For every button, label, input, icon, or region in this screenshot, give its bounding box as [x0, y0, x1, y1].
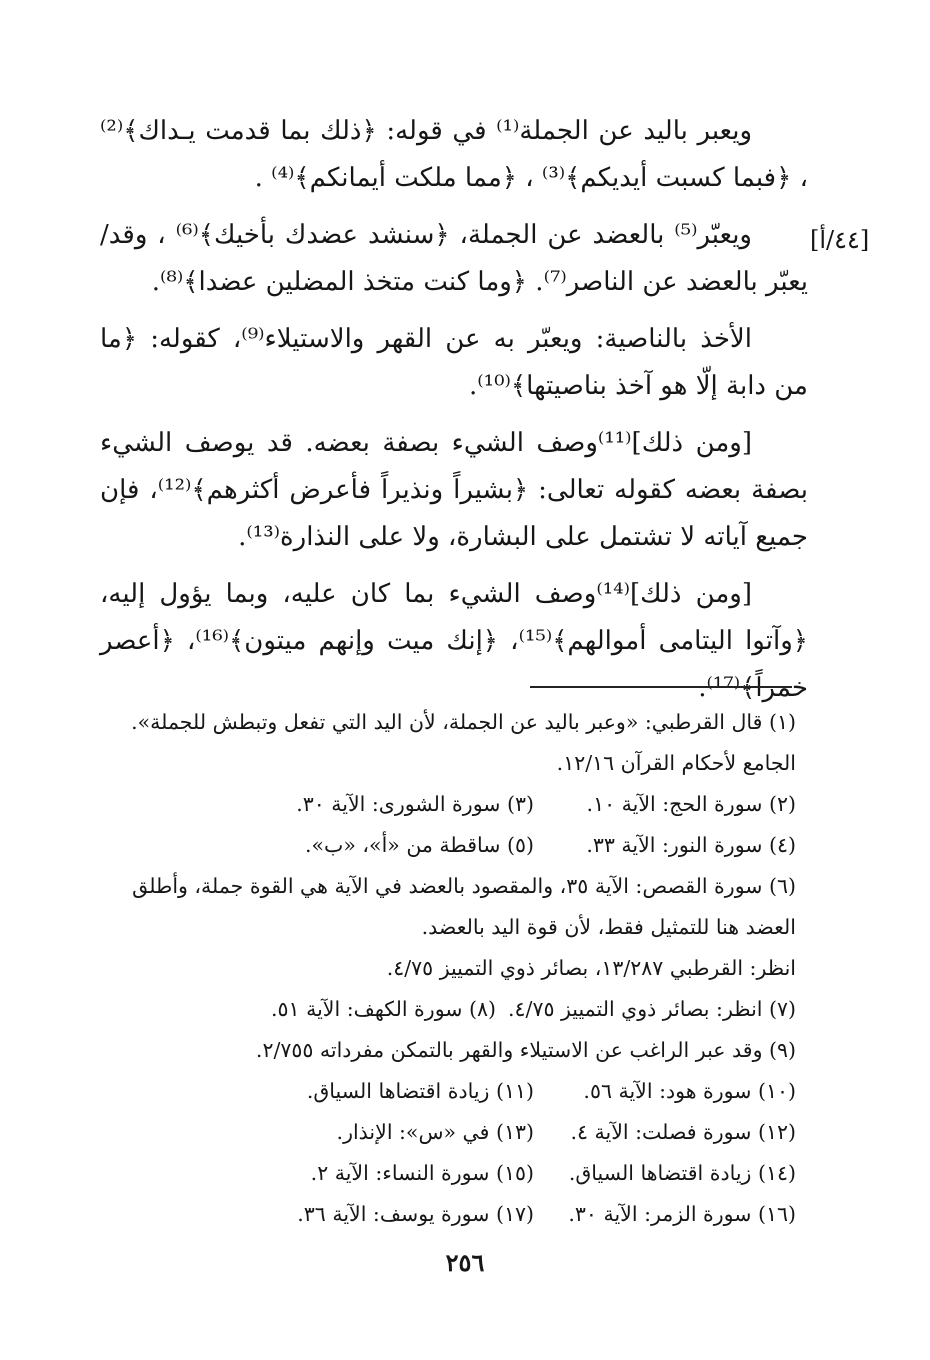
- paragraph-upper-arm: ويعبّر⁽⁵⁾ بالعضد عن الجملة، ﴿سنشد عضدك بأخيك﴾⁽⁶⁾ ، وقد/ يعبّر بالعضد عن الناصر⁽⁷⁾. ﴿وما كنت متخذ المضلين عضدا﴾⁽⁸⁾.: [100, 220, 808, 297]
- footnotes: [104, 702, 796, 1235]
- footnote-6: (٦) سورة القصص: الآية ٣٥، والمقصود بالعضد في الآية هي القوة جملة، وأطلق العضد هنا للتمثيل فقط، لأن قوة اليد بالعضد.: [132, 874, 796, 939]
- paragraph-past-future-description: [ومن ذلك]⁽¹⁴⁾وصف الشيء بما كان عليه، وبما يؤول إليه، ﴿وآتوا اليتامى أموالهم﴾⁽¹⁵⁾، ﴿إنك ميت وإنهم ميتون﴾⁽¹⁶⁾، ﴿أعصر خمراً﴾⁽¹⁷⁾.: [100, 579, 808, 703]
- footnote-12: (١٢) سورة فصلت: الآية ٤.: [570, 1120, 796, 1144]
- footnote-4: (٤) سورة النور: الآية ٣٣.: [586, 833, 796, 857]
- footnote-16: (١٦) سورة الزمر: الآية ٣٠.: [568, 1202, 796, 1226]
- footnote-3: (٣) سورة الشورى: الآية ٣٠.: [296, 792, 534, 816]
- footnote-row-7-8: [104, 989, 796, 1030]
- footnote-row-10-11: [104, 1071, 796, 1112]
- footnote-7: (٧) انظر: بصائر ذوي التمييز ٤/٧٥.: [508, 997, 796, 1021]
- footnote-17: (١٧) سورة يوسف: الآية ٣٦.: [297, 1202, 534, 1226]
- footnote-6-source: انظر: القرطبي ١٣/٢٨٧، بصائر ذوي التمييز ٤/٧٥.: [386, 956, 796, 980]
- footnote-2: (٢) سورة الحج: الآية ١٠.: [586, 792, 796, 816]
- paragraph-forelock: الأخذ بالناصية: ويعبّر به عن القهر والاستيلاء⁽⁹⁾، كقوله: ﴿ما من دابة إلّا هو آخذ بناصيتها﴾⁽¹⁰⁾.: [100, 324, 808, 401]
- footnote-11: (١١) زيادة اقتضاها السياق.: [306, 1079, 534, 1103]
- footnote-1: (١) قال القرطبي: «وعبر باليد عن الجملة، لأن اليد التي تفعل وتبطش للجملة».: [131, 710, 796, 734]
- footnote-10: (١٠) سورة هود: الآية ٥٦.: [583, 1079, 796, 1103]
- manuscript-folio-marker: [٤٤/أ]: [810, 226, 870, 254]
- footnote-5: (٥) ساقطة من «أ»، «ب».: [305, 833, 534, 857]
- footnote-14: (١٤) زيادة اقتضاها السياق.: [568, 1161, 796, 1185]
- footnote-8: (٨) سورة الكهف: الآية ٥١.: [271, 997, 496, 1021]
- paragraph-hand: ويعبر باليد عن الجملة⁽¹⁾ في قوله: ﴿ذلك بما قدمت يـداك﴾⁽²⁾ ، ﴿فبما كسبت أيديكم﴾⁽³⁾ ، ﴿مما ملكت أيمانكم﴾⁽⁴⁾ .: [100, 116, 808, 193]
- footnote-row-4-5: [104, 825, 796, 866]
- footnote-13: (١٣) في «س»: الإنذار.: [336, 1120, 534, 1144]
- page-number: ٢٥٦: [445, 1248, 485, 1277]
- footnote-row-16-17: [104, 1194, 796, 1235]
- footnote-row-12-13: [104, 1112, 796, 1153]
- footnote-1-source: الجامع لأحكام القرآن ١٢/١٦.: [556, 751, 796, 775]
- footnote-separator: [530, 686, 792, 688]
- footnote-row-2-3: [104, 784, 796, 825]
- footnote-9: (٩) وقد عبر الراغب عن الاستيلاء والقهر بالتمكن مفرداته ٢/٧٥٥.: [255, 1038, 796, 1062]
- footnote-15: (١٥) سورة النساء: الآية ٢.: [310, 1161, 534, 1185]
- paragraph-part-description: [ومن ذلك]⁽¹¹⁾وصف الشيء بصفة بعضه. قد يوصف الشيء بصفة بعضه كقوله تعالى: ﴿بشيراً ونذيراً فأعرض أكثرهم﴾⁽¹²⁾، فإن جميع آياته لا تشتمل على البشارة، ولا على النذارة⁽¹³⁾.: [100, 428, 808, 552]
- main-text: [100, 108, 808, 722]
- footnote-row-14-15: [104, 1153, 796, 1194]
